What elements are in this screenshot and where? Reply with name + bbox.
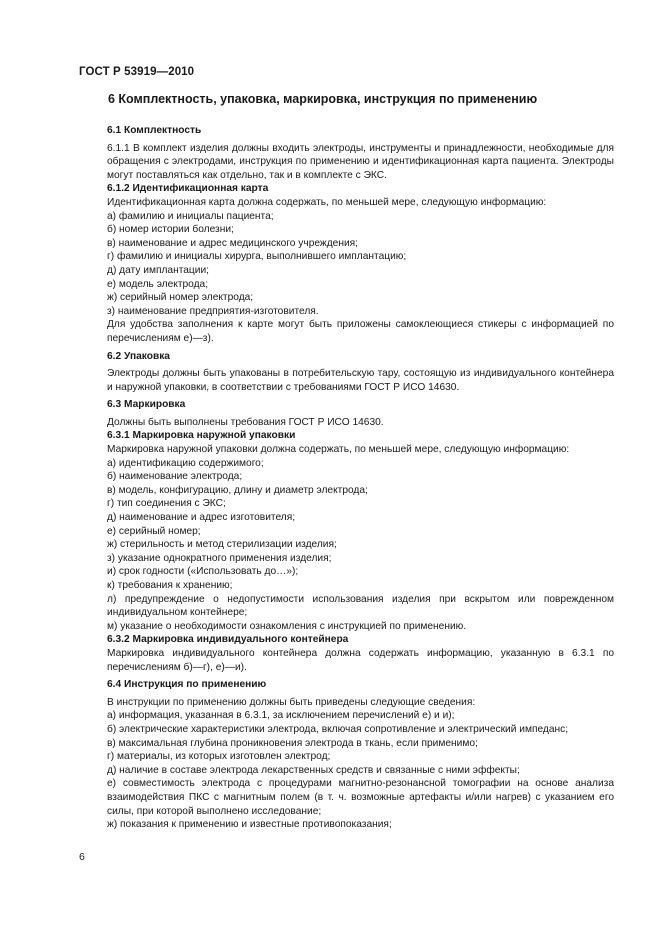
clause-heading-6-3-1: 6.3.1 Маркировка наружной упаковки <box>107 430 296 442</box>
list-item: е) серийный номер; <box>107 525 201 537</box>
list-item: д) наименование и адрес изготовителя; <box>107 512 296 524</box>
list-item: в) максимальная глубина проникновения электрода в ткань, если применимо; <box>107 737 478 749</box>
list-item: л) предупреждение о недопустимости использования изделия при вскрытом или поврежденном индивидуальном контейнере; <box>107 593 614 619</box>
subsection-heading-6-3: 6.3 Маркировка <box>107 399 186 411</box>
list-item: а) фамилию и инициалы пациента; <box>107 210 274 222</box>
paragraph-6-3: Должны быть выполнены требования ГОСТ Р ИСО 14630. <box>107 416 384 428</box>
section-heading: 6 Комплектность, упаковка, маркировка, инструкция по применению <box>108 92 538 106</box>
subsection-heading-6-1: 6.1 Комплектность <box>107 125 202 136</box>
paragraph-6-1-2-intro: Идентификационная карта должна содержать, по меньшей мере, следующую информацию: <box>107 196 547 208</box>
page-number: 6 <box>79 851 85 863</box>
list-item: б) номер истории болезни; <box>107 224 234 236</box>
list-item: г) тип соединения с ЭКС; <box>107 498 226 510</box>
list-item: и) срок годности («Использовать до…»); <box>107 566 299 578</box>
list-item: в) модель, конфигурацию, длину и диаметр электрода; <box>107 484 368 496</box>
list-item: ж) показания к применению и известные противопоказания; <box>107 819 392 831</box>
list-item: ж) серийный номер электрода; <box>107 292 254 304</box>
list-item: а) идентификацию содержимого; <box>107 457 264 469</box>
list-item: м) указание о необходимости ознакомления с инструкцией по применению. <box>107 620 467 632</box>
paragraph-6-4-intro: В инструкции по применению должны быть приведены следующие сведения: <box>107 696 476 708</box>
paragraph-6-1-2-note: Для удобства заполнения к карте могут быть приложены самоклеющиеся стикеры с информацией по перечислениям е)—з). <box>107 319 614 344</box>
list-item: з) указание однократного применения изделия; <box>107 552 332 564</box>
subsection-heading-6-4: 6.4 Инструкция по применению <box>107 679 267 691</box>
list-item: д) наличие в составе электрода лекарственных средств и связанные с ними эффекты; <box>107 764 520 776</box>
subsection-heading-6-2: 6.2 Упаковка <box>107 350 170 362</box>
paragraph-6-1-1: 6.1.1 В комплект изделия должны входить электроды, инструменты и принадлежности, необходимые для обращения с электродами, инструкция по применению и идентификационная карта пациента. Электроды могут поставляться как отдельно, так и в комплекте с ЭКС. <box>107 142 614 181</box>
list-item: д) дату имплантации; <box>107 264 209 276</box>
document-body <box>79 124 614 832</box>
list-item: е) совместимость электрода с процедурами магнитно-резонансной томографии на основе анализа взаимодействия ПКС с магнитным полем (в т. ч. возможные артефакты и/или нагрев) с указанием его силы, при которой выполнено исследование; <box>107 778 614 817</box>
paragraph-6-2: Электроды должны быть упакованы в потребительскую тару, состоящую из индивидуального контейнера и наружной упаковки, в соответствии с требованиями ГОСТ Р ИСО 14630. <box>107 368 614 393</box>
list-item: а) информация, указанная в 6.3.1, за исключением перечислений е) и и); <box>107 710 455 722</box>
list-item: г) материалы, из которых изготовлен электрод; <box>107 751 331 763</box>
list-item: к) требования к хранению; <box>107 580 233 591</box>
list-item: в) наименование и адрес медицинского учреждения; <box>107 237 359 249</box>
list-item: е) модель электрода; <box>107 278 209 290</box>
list-item: з) наименование предприятия-изготовителя. <box>107 305 319 317</box>
clause-heading-6-1-2: 6.1.2 Идентификационная карта <box>107 183 269 195</box>
list-item: г) фамилию и инициалы хирурга, выполнившего имплантацию; <box>107 251 407 263</box>
list-item: б) наименование электрода; <box>107 471 243 483</box>
paragraph-6-3-1-intro: Маркировка наружной упаковки должна содержать, по меньшей мере, следующую информацию: <box>107 444 570 456</box>
list-item: ж) стерильность и метод стерилизации изделия; <box>107 539 337 551</box>
paragraph-6-3-2: Маркировка индивидуального контейнера должна содержать информацию, указанную в 6.3.1 по перечислениям б)—г), е)—и). <box>107 647 614 673</box>
list-item: б) электрические характеристики электрода, включая сопротивление и электрический импеданс; <box>107 723 569 735</box>
clause-heading-6-3-2: 6.3.2 Маркировка индивидуального контейнера <box>107 634 349 646</box>
document-header: ГОСТ Р 53919—2010 <box>79 66 195 78</box>
